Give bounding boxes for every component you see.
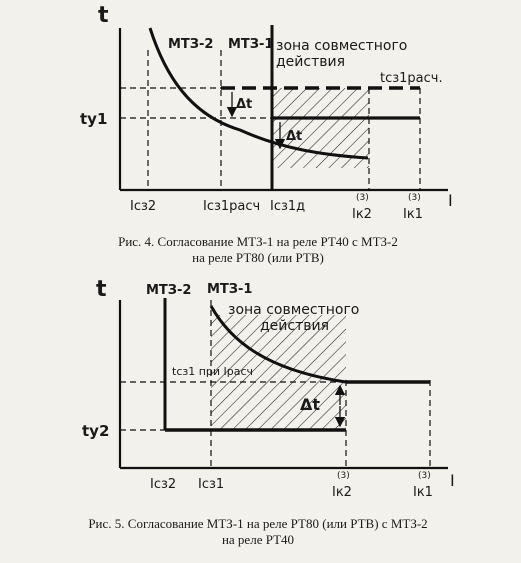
fig5-zone-label-1: зона совместного <box>228 302 360 318</box>
fig5-delta-t: Δt <box>300 395 321 414</box>
fig4-tsz1-rasch-label: tсз1расч. <box>380 71 443 86</box>
fig5-ty2-label: ty2 <box>82 422 110 440</box>
fig4-zone-label-2: действия <box>276 54 346 70</box>
fig5-I-axis-label: I <box>450 471 455 490</box>
fig4-dashed-guides <box>120 50 420 190</box>
fig4-xtick-Ik2: Iк2 <box>352 207 372 222</box>
fig4-ty1-label: ty1 <box>80 110 108 128</box>
fig5-xtick-Ik2-sup: (3) <box>337 471 350 481</box>
fig5-caption-line1: Рис. 5. Согласование МТЗ-1 на реле РТ80 (или РТВ) с МТЗ-2 <box>88 516 428 531</box>
fig4-xtick-Isz1d: Iсз1д <box>270 199 306 214</box>
fig5-xtick-Ik1-sup: (3) <box>418 471 431 481</box>
fig5-mtz2-label: МТЗ-2 <box>146 283 192 298</box>
fig5-xtick-Ik2: Iк2 <box>332 485 352 500</box>
fig4-xtick-Isz2: Iсз2 <box>130 199 157 214</box>
fig4-xtick-Ik1-sup: (3) <box>408 193 421 203</box>
figure-5 <box>82 277 455 547</box>
fig5-xtick-Isz1: Iсз1 <box>198 477 225 492</box>
fig5-mtz1-label: МТЗ-1 <box>207 282 253 297</box>
fig5-t-axis-label: t <box>96 277 107 302</box>
fig4-mtz2-label: МТЗ-2 <box>168 37 214 52</box>
fig4-xtick-Isz1rasch: Iсз1расч <box>203 199 261 214</box>
fig4-I-axis-label: I <box>448 191 453 210</box>
fig4-delta-t-upper: Δt <box>236 97 253 112</box>
figure-4 <box>80 3 453 265</box>
fig5-tsz1-label: tсз1 при Iрасч <box>172 365 254 378</box>
fig5-xtick-Ik1: Iк1 <box>413 485 433 500</box>
fig5-zone-label-2: действия <box>260 318 330 334</box>
fig4-xtick-Ik2-sup: (3) <box>356 193 369 203</box>
fig4-zone-label-1: зона совместного <box>276 38 408 54</box>
fig5-xtick-Isz2: Iсз2 <box>150 477 177 492</box>
fig4-t-axis-label: t <box>98 3 109 28</box>
fig4-caption-line1: Рис. 4. Согласование МТЗ-1 на реле РТ40 с МТЗ-2 <box>118 234 398 249</box>
fig4-delta-t-lower: Δt <box>286 129 303 144</box>
fig4-xtick-Ik1: Iк1 <box>403 207 423 222</box>
fig5-caption-line2: на реле РТ40 <box>221 532 295 547</box>
fig4-caption-line2: на реле РТ80 (или РТВ) <box>192 250 324 265</box>
fig4-mtz1-label: МТЗ-1 <box>228 37 274 52</box>
